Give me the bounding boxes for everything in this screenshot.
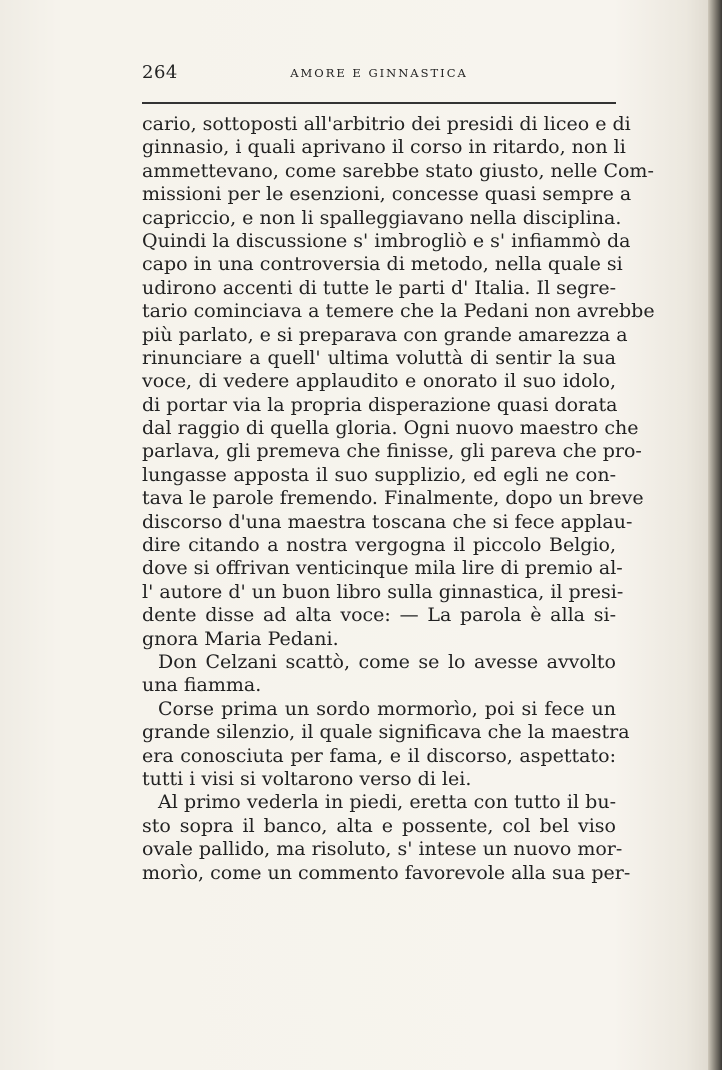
page-edge-shadow <box>708 0 722 1070</box>
page-number: 264 <box>142 62 178 83</box>
paragraph-start-line: Al primo vederla in piedi, eretta con tutto il bu- <box>158 791 616 814</box>
text-line: sto sopra il banco, alta e possente, col bel viso <box>142 814 616 837</box>
text-line: cario, sottoposti all'arbitrio dei presidi di liceo e di <box>142 113 631 135</box>
text-line: tario cominciava a temere che la Pedani non avrebbe <box>142 300 655 323</box>
text-line: l' autore d' un buon libro sulla ginnastica, il presi- <box>142 580 624 603</box>
text-line: dente disse ad alta voce: — La parola è alla si- <box>142 604 616 627</box>
text-line: dire citando a nostra vergogna il piccolo Belgio, <box>142 534 616 557</box>
text-line: rinunciare a quell' ultima voluttà di sentir la sua <box>142 346 616 369</box>
text-line: tava le parole fremendo. Finalmente, dopo un breve <box>142 487 644 510</box>
text-line: udirono accenti di tutte le parti d' Italia. Il segre- <box>142 276 616 299</box>
text-line: lungasse apposta il suo supplizio, ed egli ne con- <box>142 463 616 486</box>
paragraph-end-line: una fiamma. <box>142 674 262 697</box>
text-line: voce, di vedere applaudito e onorato il suo idolo, <box>142 370 616 393</box>
text-line: era conosciuta per fama, e il discorso, aspettato: <box>142 744 616 767</box>
text-line: Quindi la discussione s' imbrogliò e s' infiammò da <box>142 229 631 252</box>
body-text <box>142 113 655 885</box>
paragraph-start-line: Don Celzani scattò, come se lo avesse avvolto <box>158 650 616 673</box>
text-line: capriccio, e non li spalleggiavano nella disciplina. <box>142 206 622 229</box>
text-line: parlava, gli premeva che finisse, gli pareva che pro- <box>142 440 642 463</box>
text-line: discorso d'una maestra toscana che si fece applau- <box>142 510 633 533</box>
text-line: ammettevano, come sarebbe stato giusto, nelle Com- <box>142 159 654 182</box>
text-line: più parlato, e si preparava con grande amarezza a <box>142 323 628 346</box>
text-line: dove si offrivan venticinque mila lire di premio al- <box>142 557 623 580</box>
paragraph-end-line: tutti i visi si voltarono verso di lei. <box>142 767 472 790</box>
text-line: grande silenzio, il quale significava che la maestra <box>142 721 630 744</box>
text-line: ovale pallido, ma risoluto, s' intese un nuovo mor- <box>142 838 623 861</box>
text-line: morìo, come un commento favorevole alla sua per- <box>142 861 631 884</box>
text-line: di portar via la propria disperazione quasi dorata <box>142 393 618 416</box>
text-line: missioni per le esenzioni, concesse quasi sempre a <box>142 183 632 206</box>
paragraph-start-line: Corse prima un sordo mormorìo, poi si fece un <box>158 697 616 720</box>
running-title: AMORE E GINNASTICA <box>290 66 468 80</box>
header-rule <box>142 102 616 104</box>
text-line: dal raggio di quella gloria. Ogni nuovo maestro che <box>142 417 639 440</box>
paragraph-end-line: gnora Maria Pedani. <box>142 627 339 650</box>
text-line: capo in una controversia di metodo, nella quale si <box>142 253 623 276</box>
page-header <box>142 62 616 90</box>
text-line: ginnasio, i quali aprivano il corso in ritardo, non li <box>142 136 626 159</box>
